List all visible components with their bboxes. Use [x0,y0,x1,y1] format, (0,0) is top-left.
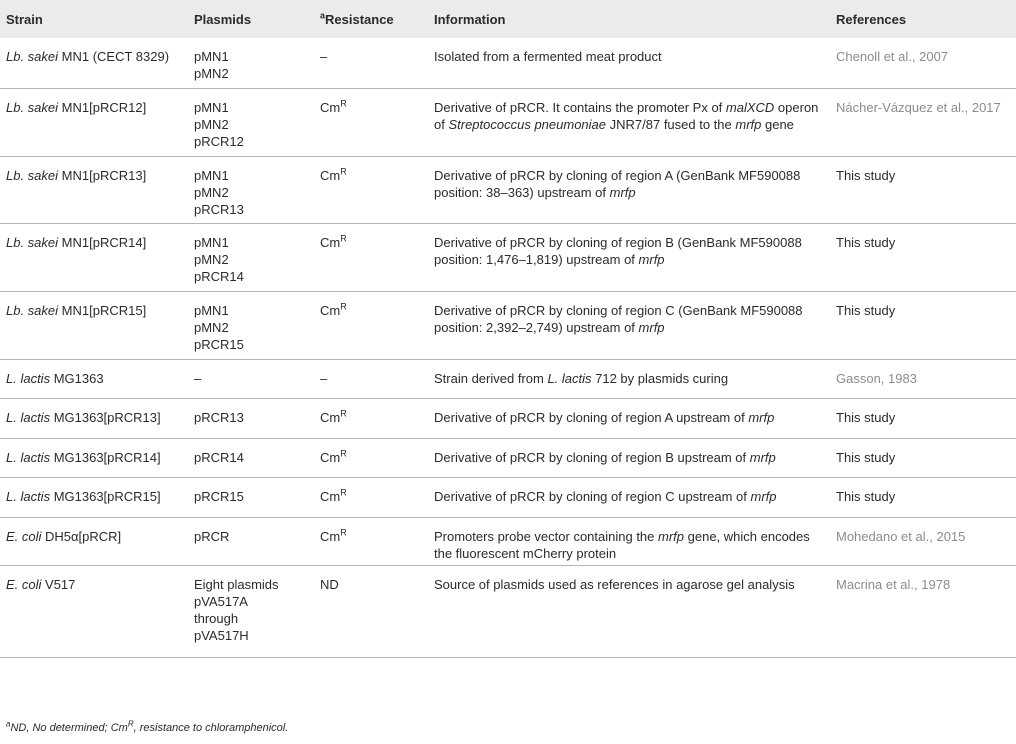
strain-cell: Lb. sakei MN1[pRCR13] [0,157,188,224]
reference-cell: Chenoll et al., 2007 [830,38,1016,89]
plasmids-cell: pMN1 pMN2 pRCR15 [188,292,314,360]
information-cell: Isolated from a fermented meat product [428,38,830,89]
plasmids-cell: Eight plasmids pVA517A through pVA517H [188,566,314,658]
resistance-cell: $Cm^R$ [314,292,428,360]
table-row [0,478,1016,518]
reference-cell: Macrina et al., 1978 [830,566,1016,658]
plasmids-cell: pMN1 pMN2 pRCR14 [188,224,314,292]
resistance-cell: ND [314,566,428,658]
information-cell: Derivative of pRCR by cloning of region B (GenBank MF590088 position: 1,476–1,819) upstream of mrfp [428,224,830,292]
plasmids-cell: pMN1 pMN2 [188,38,314,89]
plasmids-cell: pRCR [188,518,314,566]
table-row [0,566,1016,658]
resistance-cell: $Cm^R$ [314,224,428,292]
information-cell: Strain derived from L. lactis 712 by plasmids curing [428,360,830,399]
table-row [0,518,1016,566]
reference-cell: This study [830,224,1016,292]
strain-cell: L. lactis MG1363[pRCR14] [0,439,188,478]
information-cell: Derivative of pRCR by cloning of region C (GenBank MF590088 position: 2,392–2,749) upstream of mrfp [428,292,830,360]
strain-cell: E. coli DH5α[pRCR] [0,518,188,566]
table-row [0,360,1016,399]
strain-cell: Lb. sakei MN1[pRCR12] [0,89,188,157]
plasmids-cell: pMN1 pMN2 pRCR13 [188,157,314,224]
resistance-cell: $Cm^R$ [314,518,428,566]
reference-cell: Nácher-Vázquez et al., 2017 [830,89,1016,157]
reference-cell: This study [830,399,1016,439]
strain-cell: L. lactis MG1363[pRCR15] [0,478,188,518]
strain-cell: Lb. sakei MN1[pRCR15] [0,292,188,360]
strain-cell: Lb. sakei MN1[pRCR14] [0,224,188,292]
table-row [0,399,1016,439]
reference-cell: This study [830,439,1016,478]
plasmids-cell: – [188,360,314,399]
header-strain: Strain [6,11,43,27]
reference-cell: This study [830,478,1016,518]
information-cell: Derivative of pRCR by cloning of region C upstream of mrfp [428,478,830,518]
reference-cell: Mohedano et al., 2015 [830,518,1016,566]
resistance-cell: – [314,38,428,89]
table-row [0,89,1016,157]
resistance-cell: $Cm^R$ [314,399,428,439]
table-row [0,38,1016,89]
header-plasmids: Plasmids [194,11,252,27]
table-header-row [0,0,1016,38]
information-cell: Promoters probe vector containing the mrfp gene, which encodes the fluorescent mCherry protein [428,518,830,566]
table-footnote: $^a$ND, No determined; $Cm^R$, resistance to chloramphenicol. [6,719,289,734]
strain-cell: L. lactis MG1363 [0,360,188,399]
table-row [0,439,1016,478]
information-cell: Derivative of pRCR by cloning of region A upstream of mrfp [428,399,830,439]
reference-cell: Gasson, 1983 [830,360,1016,399]
resistance-cell: $Cm^R$ [314,89,428,157]
resistance-cell: $Cm^R$ [314,439,428,478]
table-row [0,292,1016,360]
information-cell: Derivative of pRCR by cloning of region A (GenBank MF590088 position: 38–363) upstream of mrfp [428,157,830,224]
resistance-cell: $Cm^R$ [314,157,428,224]
plasmids-cell: pRCR14 [188,439,314,478]
header-resistance: $^a$Resistance [320,10,394,27]
information-cell: Source of plasmids used as references in agarose gel analysis [428,566,830,658]
plasmids-cell: pRCR15 [188,478,314,518]
table-row [0,224,1016,292]
reference-cell: This study [830,292,1016,360]
header-references: References [836,11,907,27]
resistance-cell: $Cm^R$ [314,478,428,518]
information-cell: Derivative of pRCR. It contains the promoter Px of malXCD operon of Streptococcus pneumoniae JNR7/87 fused to the mrfp gene [428,89,830,157]
plasmids-cell: pRCR13 [188,399,314,439]
plasmids-cell: pMN1 pMN2 pRCR12 [188,89,314,157]
strain-cell: E. coli V517 [0,566,188,658]
header-information: Information [434,11,506,27]
table-row [0,157,1016,224]
reference-cell: This study [830,157,1016,224]
resistance-cell: – [314,360,428,399]
information-cell: Derivative of pRCR by cloning of region B upstream of mrfp [428,439,830,478]
strain-cell: Lb. sakei MN1 (CECT 8329) [0,38,188,89]
strain-cell: L. lactis MG1363[pRCR13] [0,399,188,439]
